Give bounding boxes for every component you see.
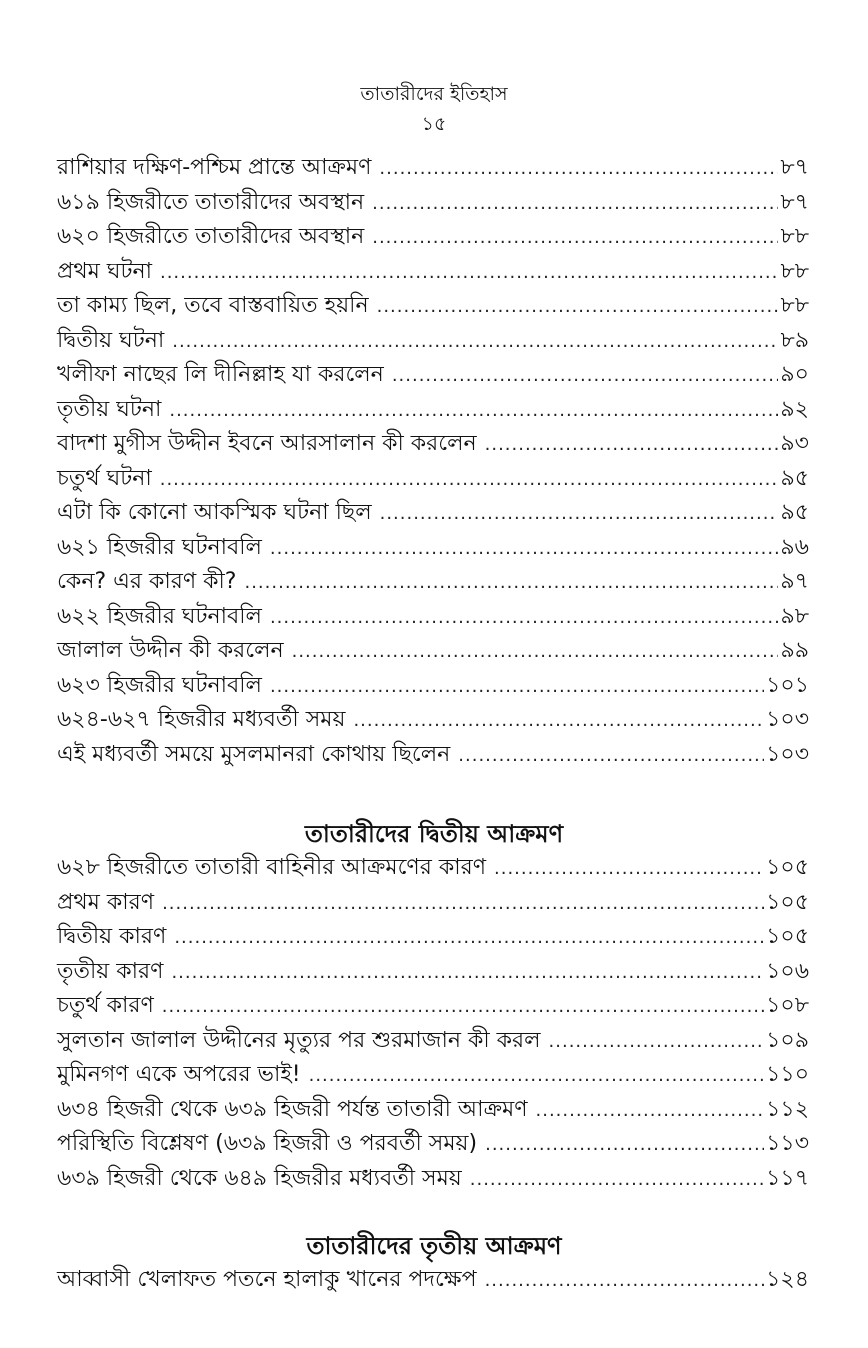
toc-entry [57, 633, 809, 668]
dot-leader [549, 1031, 765, 1052]
dot-leader [372, 227, 778, 248]
toc-entry-page: ৯২ [780, 396, 809, 422]
toc-entry-page: ১০৩ [766, 741, 809, 767]
dot-leader [270, 607, 778, 628]
toc-entry [57, 461, 809, 496]
toc-entry-title: ৬২১ হিজরীর ঘটনাবলি [57, 534, 262, 560]
toc-entry-page: ১০৫ [766, 889, 809, 915]
dot-leader [174, 927, 764, 948]
toc-entry-title: আব্বাসী খেলাফত পতনে হালাকু খানের পদক্ষেপ [57, 1267, 477, 1292]
toc-entry-title: ৬২৩ হিজরীর ঘটনাবলি [57, 672, 262, 698]
toc-entry [57, 495, 809, 530]
toc-entry-title: ৬৩৯ হিজরী থেকে ৬৪৯ হিজরীর মধ্যবর্তী সময় [57, 1165, 462, 1191]
toc-entry [57, 850, 809, 885]
dot-leader [292, 641, 779, 662]
toc-entry [57, 564, 809, 599]
toc-entry-page: ১০৮ [766, 993, 809, 1018]
toc-entry-title: ৬১৯ হিজরীতে তাতারীদের অবস্থান [57, 189, 365, 215]
toc-entry-title: বাদশা মুগীস উদ্দীন ইবনে আরসালান কী করলেন [57, 431, 477, 456]
dot-leader [536, 1100, 765, 1121]
toc-list-1 [57, 150, 809, 771]
toc-entry-page: ৮৯ [780, 327, 809, 353]
toc-entry-title: এটা কি কোনো আকস্মিক ঘটনা ছিল [57, 500, 372, 525]
toc-entry-page: ৯৬ [780, 534, 809, 560]
dot-leader [494, 858, 764, 879]
section-title-third-attack: তাতারীদের তৃতীয় আক্রমণ [306, 1232, 562, 1260]
toc-entry-title: পরিস্থিতি বিশ্লেষণ (৬৩৯ হিজরী ও পরবর্তী সময়) [57, 1131, 478, 1156]
dot-leader [372, 193, 778, 214]
toc-entry [57, 219, 809, 254]
toc-entry [57, 737, 809, 772]
toc-entry-page: ৮৭ [780, 155, 809, 180]
toc-entry-page: ৮৮ [780, 293, 809, 318]
toc-entry-title: ৬৩৪ হিজরী থেকে ৬৩৯ হিজরী পর্যন্ত তাতারী আক্রমণ [57, 1096, 528, 1122]
toc-entry-page: ৮৮ [780, 224, 809, 249]
toc-entry [57, 1161, 809, 1196]
toc-entry [57, 1023, 809, 1058]
toc-entry-page: ৯৫ [780, 500, 809, 525]
section-title-second-attack: তাতারীদের দ্বিতীয় আক্রমণ [304, 820, 564, 848]
toc-entry-page: ১০৫ [766, 855, 809, 880]
toc-entry-title: দ্বিতীয় ঘটনা [57, 327, 165, 353]
toc-entry-title: ৬২৪-৬২৭ হিজরীর মধ্যবর্তী সময় [57, 707, 346, 732]
toc-entry-title: ৬২৮ হিজরীতে তাতারী বাহিনীর আক্রমণের কারণ [57, 855, 486, 880]
toc-entry [57, 668, 809, 703]
toc-entry-page: ১১০ [766, 1062, 809, 1087]
dot-leader [160, 262, 778, 283]
running-head: তাতারীদের ইতিহাস [360, 83, 508, 105]
toc-entry-title: কেন? এর কারণ কী? [57, 569, 237, 594]
toc-entry-page: ৯৯ [780, 638, 809, 663]
toc-list-2 [57, 850, 809, 1195]
dot-leader [379, 158, 778, 179]
toc-entry [57, 1057, 809, 1092]
toc-entry-title: রাশিয়ার দক্ষিণ-পশ্চিম প্রান্তে আক্রমণ [57, 155, 372, 180]
toc-entry-title: মুমিনগণ একে অপরের ভাই! [57, 1062, 301, 1087]
toc-entry [57, 357, 809, 392]
toc-entry-page: ১০৯ [766, 1027, 809, 1053]
toc-entry-page: ৯৫ [780, 465, 809, 491]
toc-entry-page: ৮৮ [780, 258, 809, 284]
toc-entry-page: ৯০ [780, 362, 809, 387]
toc-entry-title: জালাল উদ্দীন কী করলেন [57, 638, 284, 663]
dot-leader [270, 676, 764, 697]
toc-entry [57, 288, 809, 323]
toc-entry-title: তৃতীয় কারণ [57, 958, 164, 984]
toc-entry [57, 1262, 809, 1297]
toc-entry-page: ১১৩ [766, 1131, 809, 1156]
toc-entry [57, 323, 809, 358]
toc-entry [57, 150, 809, 185]
toc-entry [57, 1126, 809, 1161]
toc-entry [57, 254, 809, 289]
toc-entry [57, 702, 809, 737]
toc-entry-page: ৮৭ [780, 189, 809, 215]
toc-entry-page: ১২৪ [766, 1267, 809, 1292]
toc-entry [57, 954, 809, 989]
toc-entry-page: ৯৭ [780, 569, 809, 594]
dot-leader [172, 331, 778, 352]
toc-entry-page: ১০৬ [766, 958, 809, 984]
dot-leader [392, 365, 779, 386]
toc-entry-title: চতুর্থ কারণ [57, 993, 154, 1018]
dot-leader [485, 1270, 765, 1291]
dot-leader [485, 1134, 764, 1155]
toc-entry-page: ৯৮ [780, 603, 809, 629]
dot-leader [309, 1065, 765, 1086]
toc-entry-page: ১১২ [766, 1096, 809, 1122]
toc-entry-title: প্রথম ঘটনা [57, 258, 152, 284]
toc-entry-title: চতুর্থ ঘটনা [57, 465, 152, 491]
toc-entry-page: ১০১ [766, 672, 809, 698]
dot-leader [470, 1169, 764, 1190]
dot-leader [485, 434, 779, 455]
dot-leader [162, 893, 764, 914]
toc-entry [57, 988, 809, 1023]
toc-entry-title: প্রথম কারণ [57, 889, 155, 915]
toc-entry-title: খলীফা নাছের লি দীনিল্লাহ যা করলেন [57, 362, 384, 387]
toc-entry-title: ৬২২ হিজরীর ঘটনাবলি [57, 603, 262, 629]
toc-entry-title: ৬২০ হিজরীতে তাতারীদের অবস্থান [57, 224, 365, 249]
dot-leader [380, 503, 779, 524]
dot-leader [353, 710, 764, 731]
dot-leader [270, 538, 778, 559]
dot-leader [458, 745, 764, 766]
toc-entry-title: সুলতান জালাল উদ্দীনের মৃত্যুর পর শুরমাজান কী করল [57, 1027, 541, 1053]
toc-entry [57, 919, 809, 954]
dot-leader [169, 400, 778, 421]
toc-entry [57, 530, 809, 565]
toc-entry [57, 599, 809, 634]
toc-entry-title: দ্বিতীয় কারণ [57, 924, 167, 949]
toc-entry [57, 885, 809, 920]
toc-list-3 [57, 1262, 809, 1297]
toc-entry-page: ১০৫ [766, 924, 809, 949]
page-number: ১৫ [421, 113, 447, 135]
toc-entry-title: তৃতীয় ঘটনা [57, 396, 162, 422]
toc-entry-page: ১০৩ [766, 707, 809, 732]
dot-leader [171, 962, 764, 983]
dot-leader [160, 469, 779, 490]
toc-entry [57, 1092, 809, 1127]
toc-entry [57, 185, 809, 220]
dot-leader [377, 296, 779, 317]
toc-entry-title: এই মধ্যবর্তী সময়ে মুসলমানরা কোথায় ছিলেন [57, 741, 451, 767]
toc-entry [57, 426, 809, 461]
toc-entry-title: তা কাম্য ছিল, তবে বাস্তবায়িত হয়নি [57, 293, 369, 318]
dot-leader [162, 996, 764, 1017]
toc-entry-page: ১১৭ [766, 1165, 809, 1191]
dot-leader [244, 572, 778, 593]
toc-entry [57, 392, 809, 427]
toc-entry-page: ৯৩ [780, 431, 809, 456]
